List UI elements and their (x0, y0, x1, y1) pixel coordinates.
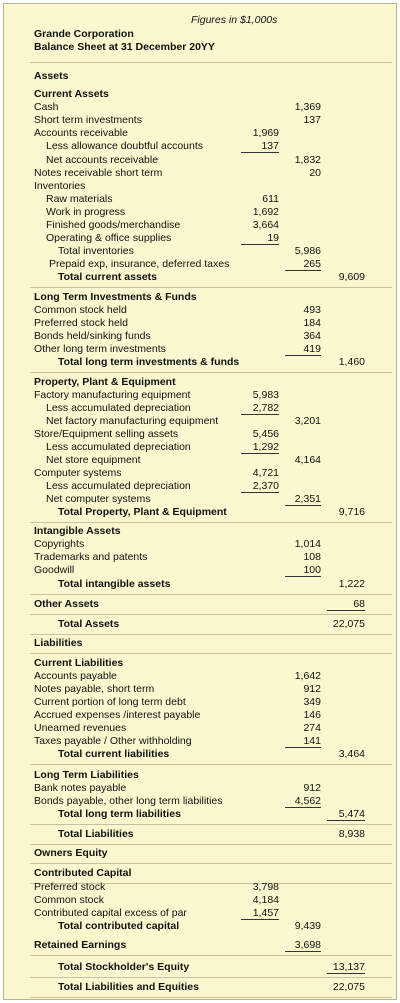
section-divider (30, 997, 392, 998)
line-item-label: Taxes payable / Other withholding (34, 735, 192, 747)
amount-c2: 3,201 (294, 415, 321, 427)
section-divider (30, 522, 392, 523)
line-item-label: Store/Equipment selling assets (34, 428, 179, 440)
line-item-label: Net store equipment (46, 454, 141, 466)
amount-c2: 364 (303, 330, 321, 342)
section-label: Total Assets (58, 618, 120, 630)
section-label: Property, Plant & Equipment (34, 376, 176, 388)
line-item-label: Notes receivable short term (34, 167, 163, 179)
amount-c3: 1,460 (338, 356, 365, 368)
line-item-label: Other long term investments (34, 343, 166, 355)
section-divider (30, 372, 392, 373)
section-divider (30, 764, 392, 765)
line-item-label: Common stock held (34, 304, 127, 316)
section-divider (30, 287, 392, 288)
section-label: Total Stockholder's Equity (58, 961, 190, 973)
section-divider (30, 955, 392, 956)
amount-c1: 2,370 (241, 480, 279, 493)
section-divider (30, 863, 392, 864)
amount-c3: 22,075 (332, 981, 365, 993)
line-item-label: Bonds payable, other long term liabilities (34, 795, 223, 807)
amount-c1: 4,184 (252, 894, 279, 906)
line-item-label: Less accumulated depreciation (46, 480, 191, 492)
amount-c2: 4,164 (294, 454, 321, 466)
amount-c3: 3,464 (338, 748, 365, 760)
section-label: Assets (34, 70, 69, 82)
line-item-label: Total inventories (58, 245, 134, 257)
company-name: Grande Corporation (34, 28, 134, 40)
line-item-label: Goodwill (34, 564, 75, 576)
line-item-label: Prepaid exp, insurance, deferred taxes (49, 258, 230, 270)
line-item-label: Current portion of long term debt (34, 696, 186, 708)
amount-c1: 19 (241, 232, 279, 245)
amount-c2: 1,642 (294, 670, 321, 682)
line-item-label: Bank notes payable (34, 782, 127, 794)
line-item-label: Cash (34, 101, 59, 113)
line-item-label: Notes payable, short term (34, 683, 155, 695)
section-label: Current Assets (34, 88, 109, 100)
line-item-label: Accounts payable (34, 670, 117, 682)
amount-c1: 5,983 (252, 389, 279, 401)
section-label: Current Liabilities (34, 657, 124, 669)
amount-c3: 13,137 (327, 961, 365, 974)
section-divider (30, 594, 392, 595)
line-item-label: Factory manufacturing equipment (34, 389, 191, 401)
section-label: Total current liabilities (58, 748, 170, 760)
balance-sheet (3, 3, 397, 1000)
amount-c2: 493 (303, 304, 321, 316)
amount-c2: 419 (285, 343, 321, 356)
section-label: Intangible Assets (34, 525, 121, 537)
line-item-label: Work in progress (46, 206, 126, 218)
section-divider (30, 634, 392, 635)
line-item-label: Bonds held/sinking funds (34, 330, 151, 342)
section-label: Liabilities (34, 637, 83, 649)
line-item-label: Net factory manufacturing equipment (46, 415, 219, 427)
section-label: Total Property, Plant & Equipment (58, 506, 227, 518)
section-label: Total current assets (58, 271, 158, 283)
section-divider (30, 977, 392, 978)
section-label: Total Liabilities and Equities (58, 981, 199, 993)
amount-c2: 1,832 (294, 154, 321, 166)
amount-c2: 20 (309, 167, 321, 179)
amount-c3: 9,609 (338, 271, 365, 283)
line-item-label: Copyrights (34, 538, 85, 550)
amount-c1: 1,969 (252, 127, 279, 139)
section-label: Contributed Capital (34, 867, 132, 879)
amount-c3: 1,222 (338, 578, 365, 590)
amount-c1: 3,664 (252, 219, 279, 231)
section-label: Owners Equity (34, 847, 108, 859)
amount-c3: 22,075 (332, 618, 365, 630)
section-label: Retained Earnings (34, 939, 127, 951)
amount-c1: 2,782 (241, 402, 279, 415)
line-item-label: Accrued expenses /interest payable (34, 709, 201, 721)
amount-c2: 3,698 (285, 939, 321, 952)
statement-title: Balance Sheet at 31 December 20YY (34, 41, 215, 53)
amount-c1: 4,721 (252, 467, 279, 479)
amount-c2: 274 (303, 722, 321, 734)
line-item-label: Unearned revenues (34, 722, 127, 734)
amount-c2: 100 (285, 564, 321, 577)
amount-c1: 1,457 (241, 907, 279, 920)
line-item-label: Less accumulated depreciation (46, 441, 191, 453)
line-item-label: Preferred stock held (34, 317, 128, 329)
section-divider (30, 653, 392, 654)
amount-c1: 1,692 (252, 206, 279, 218)
amount-c3: 68 (327, 598, 365, 611)
line-item-label: Operating & office supplies (46, 232, 172, 244)
figures-note: Figures in $1,000s (191, 14, 278, 26)
line-item-label: Trademarks and patents (34, 551, 148, 563)
line-item-label: Inventories (34, 180, 86, 192)
section-label: Total contributed capital (58, 920, 180, 932)
line-item-label: Less accumulated depreciation (46, 402, 191, 414)
section-label: Total intangible assets (58, 578, 171, 590)
amount-c2: 1,014 (294, 538, 321, 550)
amount-c1: 1,292 (241, 441, 279, 454)
line-item-label: Contributed capital excess of par (34, 907, 187, 919)
amount-c2: 2,351 (285, 493, 321, 506)
amount-c1: 137 (241, 140, 279, 153)
section-divider (30, 614, 392, 615)
section-divider (30, 844, 392, 845)
amount-c2: 146 (303, 709, 321, 721)
amount-c2: 9,439 (294, 920, 321, 932)
amount-c1: 3,798 (252, 881, 279, 893)
line-item-label: Accounts receivable (34, 127, 128, 139)
amount-c2: 4,562 (285, 795, 321, 808)
line-item-label: Raw materials (46, 193, 113, 205)
amount-c3: 5,474 (327, 808, 365, 821)
section-label: Long Term Investments & Funds (34, 291, 197, 303)
line-item-label: Preferred stock (34, 881, 106, 893)
amount-c2: 912 (303, 683, 321, 695)
section-label: Total Liabilities (58, 828, 134, 840)
amount-c1: 611 (262, 193, 279, 205)
line-item-label: Common stock (34, 894, 105, 906)
amount-c2: 349 (303, 696, 321, 708)
line-item-label: Less allowance doubtful accounts (46, 140, 204, 152)
amount-c2: 912 (303, 782, 321, 794)
section-label: Total long term investments & funds (58, 356, 240, 368)
line-item-label: Short term investments (34, 114, 142, 126)
section-divider (30, 62, 392, 63)
line-item-label: Net accounts receivable (46, 154, 159, 166)
line-item-label: Computer systems (34, 467, 122, 479)
amount-c2: 141 (285, 735, 321, 748)
amount-c2: 108 (303, 551, 321, 563)
line-item-label: Net computer systems (46, 493, 151, 505)
section-label: Other Assets (34, 598, 99, 610)
amount-c2: 265 (285, 258, 321, 271)
amount-c3: 8,938 (338, 828, 365, 840)
amount-c1: 5,456 (252, 428, 279, 440)
amount-c2: 137 (303, 114, 321, 126)
line-item-label: Finished goods/merchandise (46, 219, 181, 231)
amount-c2: 1,369 (294, 101, 321, 113)
amount-c2: 184 (303, 317, 321, 329)
amount-c2: 5,986 (294, 245, 321, 257)
section-label: Total long term liabilities (58, 808, 181, 820)
section-divider (30, 824, 392, 825)
amount-c3: 9,716 (338, 506, 365, 518)
section-label: Long Term Liabilities (34, 769, 139, 781)
